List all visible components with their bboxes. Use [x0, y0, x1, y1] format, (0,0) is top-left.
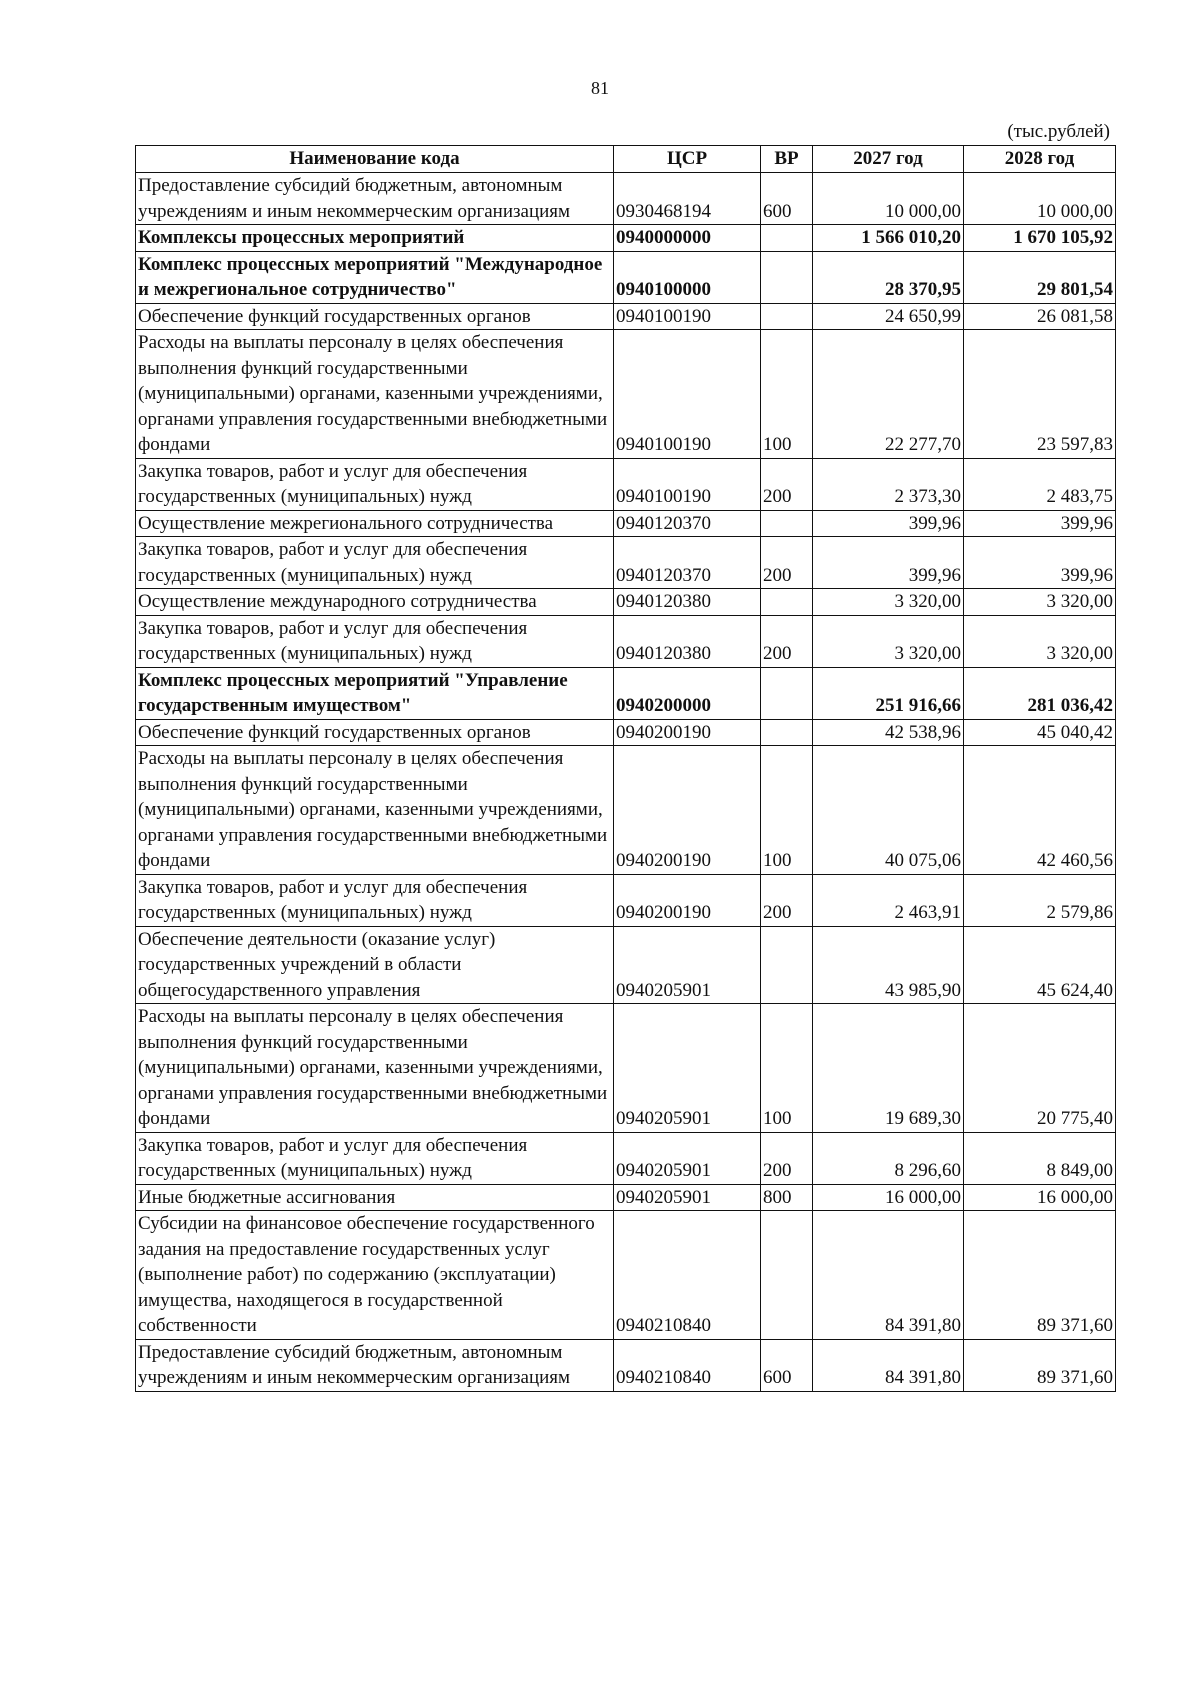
cell-name: Закупка товаров, работ и услуг для обеспечения государственных (муниципальных) нужд: [136, 615, 614, 667]
table-row: [136, 1132, 1116, 1184]
cell-vr: [761, 251, 813, 303]
cell-2027: 42 538,96: [813, 719, 964, 746]
cell-2027: 3 320,00: [813, 589, 964, 616]
cell-csr: 0940120380: [614, 615, 761, 667]
cell-name: Закупка товаров, работ и услуг для обеспечения государственных (муниципальных) нужд: [136, 1132, 614, 1184]
cell-2028: 281 036,42: [964, 667, 1116, 719]
cell-2028: 89 371,60: [964, 1339, 1116, 1391]
cell-csr: 0940120370: [614, 537, 761, 589]
cell-name: Осуществление международного сотрудничества: [136, 589, 614, 616]
cell-name: Комплекс процессных мероприятий "Управление государственным имуществом": [136, 667, 614, 719]
table-row: [136, 874, 1116, 926]
cell-vr: [761, 589, 813, 616]
cell-2027: 22 277,70: [813, 330, 964, 459]
cell-csr: 0940200190: [614, 719, 761, 746]
cell-vr: 800: [761, 1184, 813, 1211]
cell-name: Обеспечение функций государственных органов: [136, 303, 614, 330]
cell-2028: 2 483,75: [964, 458, 1116, 510]
cell-vr: 200: [761, 458, 813, 510]
cell-name: Предоставление субсидий бюджетным, автономным учреждениям и иным некоммерческим организациям: [136, 173, 614, 225]
cell-2028: 23 597,83: [964, 330, 1116, 459]
cell-2028: 1 670 105,92: [964, 225, 1116, 252]
cell-2027: 84 391,80: [813, 1339, 964, 1391]
cell-2028: 3 320,00: [964, 589, 1116, 616]
cell-name: Обеспечение деятельности (оказание услуг) государственных учреждений в области общегосударственного управления: [136, 926, 614, 1004]
table-row: [136, 251, 1116, 303]
cell-name: Расходы на выплаты персоналу в целях обеспечения выполнения функций государственными (муниципальными) органами, казенными учреждениями, органами управления государственными внебюджетными фондами: [136, 330, 614, 459]
cell-2027: 10 000,00: [813, 173, 964, 225]
budget-table: [135, 145, 1116, 1392]
cell-2027: 28 370,95: [813, 251, 964, 303]
cell-2027: 8 296,60: [813, 1132, 964, 1184]
cell-vr: 100: [761, 1004, 813, 1133]
cell-2028: 399,96: [964, 510, 1116, 537]
cell-vr: [761, 510, 813, 537]
cell-csr: 0940100190: [614, 458, 761, 510]
cell-name: Осуществление межрегионального сотрудничества: [136, 510, 614, 537]
cell-2028: 16 000,00: [964, 1184, 1116, 1211]
cell-2027: 251 916,66: [813, 667, 964, 719]
cell-csr: 0940210840: [614, 1211, 761, 1340]
cell-csr: 0940200000: [614, 667, 761, 719]
cell-2028: 29 801,54: [964, 251, 1116, 303]
cell-name: Закупка товаров, работ и услуг для обеспечения государственных (муниципальных) нужд: [136, 537, 614, 589]
cell-vr: [761, 667, 813, 719]
cell-2028: 26 081,58: [964, 303, 1116, 330]
table-row: [136, 173, 1116, 225]
cell-vr: 600: [761, 173, 813, 225]
cell-csr: 0940200190: [614, 874, 761, 926]
cell-2028: 42 460,56: [964, 746, 1116, 875]
table-row: [136, 537, 1116, 589]
cell-vr: 200: [761, 615, 813, 667]
cell-vr: 200: [761, 874, 813, 926]
cell-csr: 0930468194: [614, 173, 761, 225]
cell-2028: 45 040,42: [964, 719, 1116, 746]
cell-name: Расходы на выплаты персоналу в целях обеспечения выполнения функций государственными (муниципальными) органами, казенными учреждениями, органами управления государственными внебюджетными фондами: [136, 746, 614, 875]
cell-name: Предоставление субсидий бюджетным, автономным учреждениям и иным некоммерческим организациям: [136, 1339, 614, 1391]
cell-name: Закупка товаров, работ и услуг для обеспечения государственных (муниципальных) нужд: [136, 874, 614, 926]
cell-2028: 89 371,60: [964, 1211, 1116, 1340]
cell-csr: 0940000000: [614, 225, 761, 252]
cell-csr: 0940100190: [614, 330, 761, 459]
cell-2027: 399,96: [813, 537, 964, 589]
table-body: [136, 173, 1116, 1392]
cell-csr: 0940210840: [614, 1339, 761, 1391]
table-row: [136, 589, 1116, 616]
cell-2028: 45 624,40: [964, 926, 1116, 1004]
header-vr: ВР: [761, 146, 813, 173]
cell-vr: [761, 225, 813, 252]
cell-2027: 16 000,00: [813, 1184, 964, 1211]
cell-2027: 2 463,91: [813, 874, 964, 926]
cell-2028: 10 000,00: [964, 173, 1116, 225]
table-row: [136, 719, 1116, 746]
cell-vr: [761, 719, 813, 746]
cell-2028: 20 775,40: [964, 1004, 1116, 1133]
cell-csr: 0940120380: [614, 589, 761, 616]
cell-2027: 40 075,06: [813, 746, 964, 875]
table-row: [136, 667, 1116, 719]
table-row: [136, 510, 1116, 537]
cell-csr: 0940205901: [614, 926, 761, 1004]
header-2028: 2028 год: [964, 146, 1116, 173]
cell-vr: 200: [761, 537, 813, 589]
cell-2027: 84 391,80: [813, 1211, 964, 1340]
cell-csr: 0940120370: [614, 510, 761, 537]
cell-csr: 0940205901: [614, 1184, 761, 1211]
table-row: [136, 458, 1116, 510]
header-csr: ЦСР: [614, 146, 761, 173]
cell-vr: [761, 926, 813, 1004]
table-row: [136, 1339, 1116, 1391]
table-row: [136, 225, 1116, 252]
cell-2028: 2 579,86: [964, 874, 1116, 926]
header-name: Наименование кода: [136, 146, 614, 173]
cell-name: Комплекс процессных мероприятий "Международное и межрегиональное сотрудничество": [136, 251, 614, 303]
cell-csr: 0940205901: [614, 1132, 761, 1184]
cell-2027: 3 320,00: [813, 615, 964, 667]
cell-vr: [761, 303, 813, 330]
table-row: [136, 330, 1116, 459]
table-row: [136, 1004, 1116, 1133]
cell-2027: 43 985,90: [813, 926, 964, 1004]
table-row: [136, 926, 1116, 1004]
cell-2027: 24 650,99: [813, 303, 964, 330]
units-label: (тыс.рублей): [1007, 121, 1110, 142]
cell-2028: 399,96: [964, 537, 1116, 589]
cell-vr: 200: [761, 1132, 813, 1184]
table-row: [136, 1211, 1116, 1340]
cell-name: Расходы на выплаты персоналу в целях обеспечения выполнения функций государственными (муниципальными) органами, казенными учреждениями, органами управления государственными внебюджетными фондами: [136, 1004, 614, 1133]
cell-name: Субсидии на финансовое обеспечение государственного задания на предоставление государственных услуг (выполнение работ) по содержанию (эксплуатации) имущества, находящегося в государственной собственности: [136, 1211, 614, 1340]
cell-csr: 0940205901: [614, 1004, 761, 1133]
table-row: [136, 615, 1116, 667]
table-row: [136, 746, 1116, 875]
table-row: [136, 1184, 1116, 1211]
cell-2027: 399,96: [813, 510, 964, 537]
cell-csr: 0940100000: [614, 251, 761, 303]
cell-2027: 1 566 010,20: [813, 225, 964, 252]
cell-vr: 600: [761, 1339, 813, 1391]
cell-2027: 19 689,30: [813, 1004, 964, 1133]
cell-name: Комплексы процессных мероприятий: [136, 225, 614, 252]
cell-name: Иные бюджетные ассигнования: [136, 1184, 614, 1211]
header-2027: 2027 год: [813, 146, 964, 173]
cell-2028: 3 320,00: [964, 615, 1116, 667]
cell-name: Обеспечение функций государственных органов: [136, 719, 614, 746]
table-header-row: [136, 146, 1116, 173]
table-row: [136, 303, 1116, 330]
cell-vr: 100: [761, 330, 813, 459]
cell-name: Закупка товаров, работ и услуг для обеспечения государственных (муниципальных) нужд: [136, 458, 614, 510]
cell-vr: 100: [761, 746, 813, 875]
cell-csr: 0940100190: [614, 303, 761, 330]
cell-2027: 2 373,30: [813, 458, 964, 510]
cell-csr: 0940200190: [614, 746, 761, 875]
page-number: 81: [591, 78, 609, 98]
cell-vr: [761, 1211, 813, 1340]
cell-2028: 8 849,00: [964, 1132, 1116, 1184]
